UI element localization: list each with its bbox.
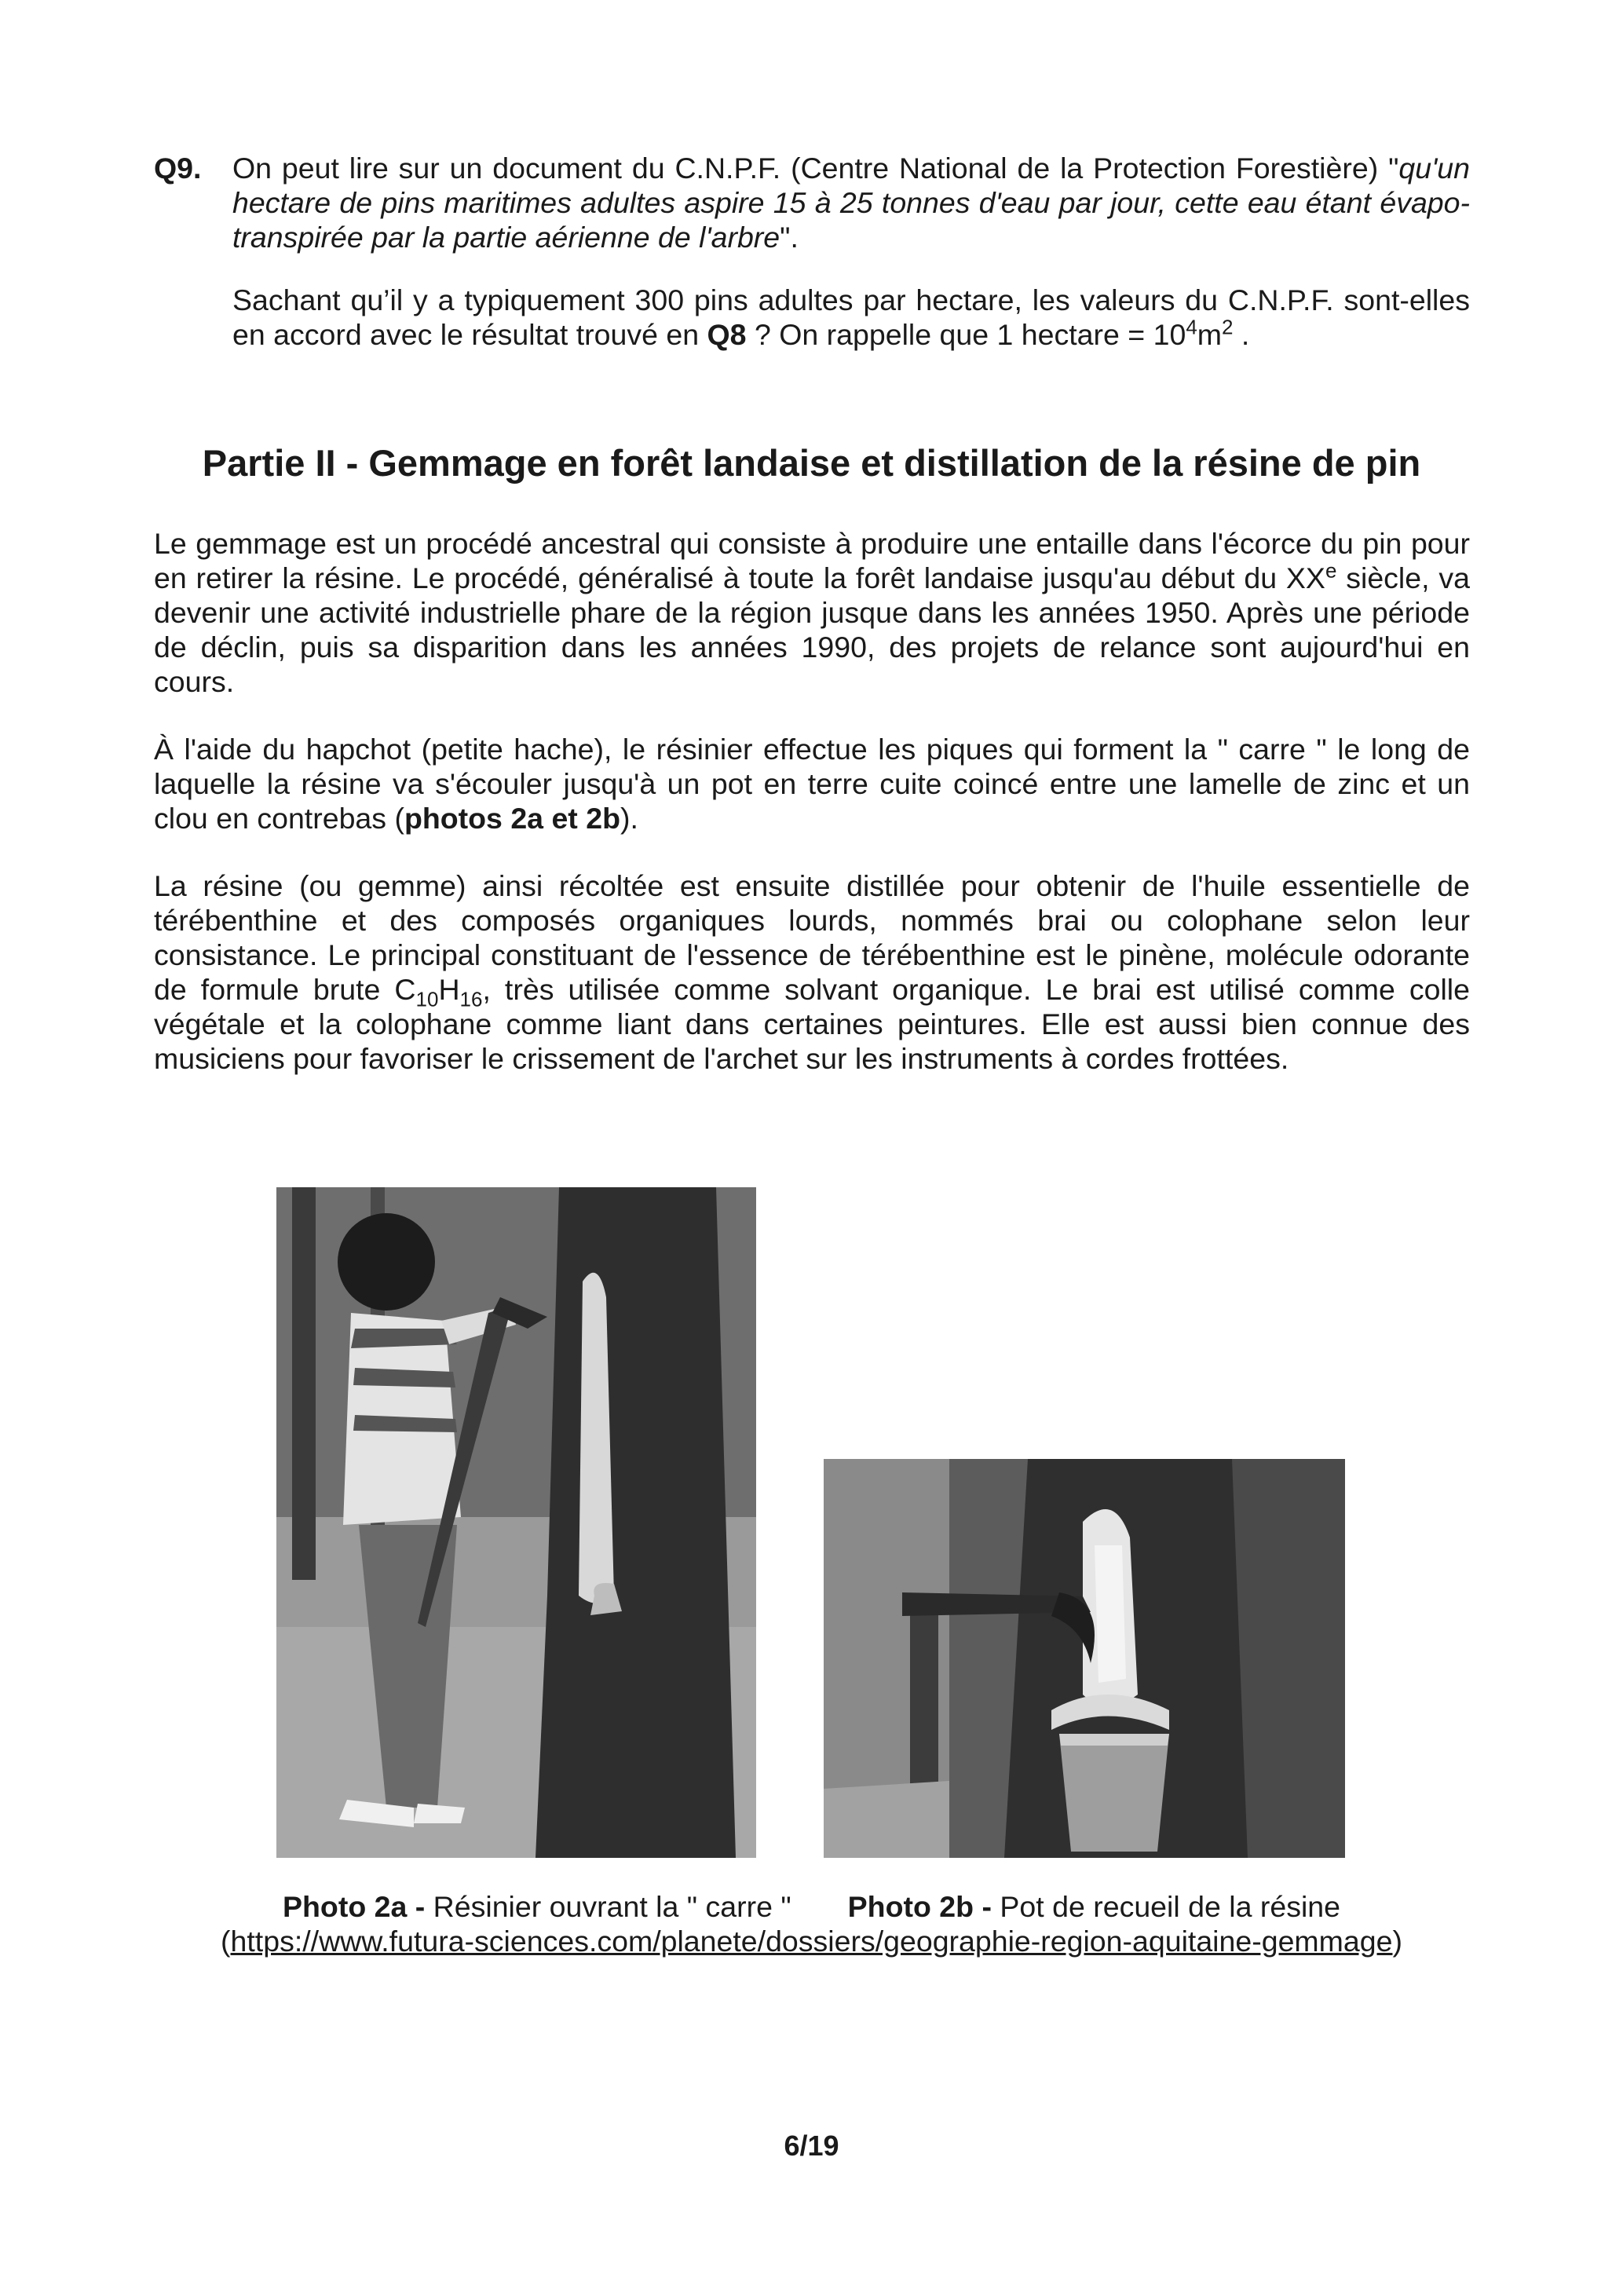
- question-statement: On peut lire sur un document du C.N.P.F. (Centre National de la Protection Forestière) "qu'un hectare de pins maritimes adultes aspire 15 à 25 tonnes d'eau par jour, cette eau étant évapo-transpirée par la partie aérienne de l'arbre".: [232, 152, 1470, 254]
- source-link[interactable]: https://www.futura-sciences.com/planete/dossiers/geographie-region-aquitaine-gemmage: [230, 1925, 1393, 1958]
- question-reference: Q8: [707, 318, 747, 351]
- section-body: [154, 526, 1470, 1109]
- photos-reference: photos 2a et 2b: [404, 802, 620, 835]
- page-number: 6/19: [784, 2130, 839, 2162]
- photo-2a: [276, 1187, 756, 1858]
- paragraph-hapchot: À l'aide du hapchot (petite hache), le résinier effectue les piques qui forment la " carre " le long de laquelle la résine va s'écouler jusqu'à un pot en terre cuite coincé entre une lamelle de zinc et un clou en contrebas (photos 2a et 2b).: [154, 733, 1470, 835]
- caption-photo-2b: Photo 2b - Pot de recueil de la résine: [847, 1890, 1340, 1923]
- section-title: Partie II - Gemmage en forêt landaise et distillation de la résine de pin: [202, 442, 1421, 484]
- paragraph-gemmage-intro: Le gemmage est un procédé ancestral qui consiste à produire une entaille dans l'écorce du pin pour en retirer la résine. Le procédé, généralisé à toute la forêt landaise jusqu'au début du XXe siècle, va devenir une activité industrielle phare de la région jusque dans les années 1950. Après une période de déclin, puis sa disparition dans les années 1990, des projets de relance sont aujourd'hui en cours.: [154, 527, 1470, 698]
- question-body: [232, 151, 1470, 352]
- paragraph-distillation: La résine (ou gemme) ainsi récoltée est ensuite distillée pour obtenir de l'huile essentielle de térébenthine et des composés organiques lourds, nommés brai ou colophane selon leur consistance. Le principal constituant de l'essence de térébenthine est le pinène, molécule odorante de formule brute $C_{10}H_{16}$, très utilisée comme solvant organique. Le brai est utilisé comme colle végétale et la colophane comme liant dans certaines peintures. Elle est aussi bien connue des musiciens pour favoriser le crissement de l'archet sur les instruments à cordes frottées.: [154, 869, 1470, 1075]
- photo-2b: [824, 1459, 1345, 1858]
- question-prompt: Sachant qu’il y a typiquement 300 pins adultes par hectare, les valeurs du C.N.P.F. sont-elles en accord avec le résultat trouvé en Q8 ? On rappelle que 1 hectare = $10^4m^2$ .: [232, 283, 1470, 351]
- photo-captions: [0, 1889, 1623, 1924]
- cnpf-quote: qu'un hectare de pins maritimes adultes aspire 15 à 25 tonnes d'eau par jour, cette eau étant évapo-transpirée par la partie aérienne de l'arbre: [232, 152, 1470, 254]
- photo-2b-image: [824, 1459, 1345, 1858]
- photo-2a-image: [276, 1187, 756, 1858]
- caption-photo-2a: Photo 2a - Résinier ouvrant la " carre ": [283, 1890, 791, 1923]
- photo-source: (https://www.futura-sciences.com/planete/dossiers/geographie-region-aquitaine-gemmage): [221, 1925, 1402, 1958]
- question-q9: [154, 151, 1470, 352]
- question-label: Q9.: [154, 152, 202, 185]
